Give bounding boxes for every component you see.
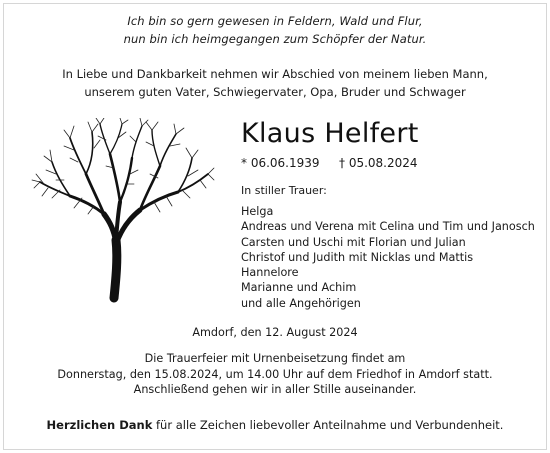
poem-line-1: Ich bin so gern gewesen in Feldern, Wald und Flur, — [127, 14, 423, 28]
poem — [0, 12, 550, 48]
birth-date: * 06.06.1939 — [241, 156, 320, 170]
mourner-line: Helga — [241, 205, 274, 218]
intro-line-1: In Liebe und Dankbarkeit nehmen wir Abschied von meinem lieben Mann, — [62, 67, 488, 81]
deceased-name: Klaus Helfert — [241, 118, 419, 149]
mourners-list — [241, 204, 535, 311]
funeral-info — [0, 351, 550, 398]
intro-line-2: unserem guten Vater, Schwiegervater, Opa, Bruder und Schwager — [84, 85, 466, 99]
mourner-line: Carsten und Uschi mit Florian und Julian — [241, 235, 466, 249]
mourner-line: und alle Angehörigen — [241, 296, 361, 310]
thanks-rest: für alle Zeichen liebevoller Anteilnahme und Verbundenheit. — [152, 418, 504, 432]
funeral-line-3: Anschließend gehen wir in aller Stille auseinander. — [133, 383, 417, 396]
bare-tree-icon — [30, 118, 215, 303]
mourner-line: Marianne und Achim — [241, 281, 357, 295]
funeral-line-2: Donnerstag, den 15.08.2024, um 14.00 Uhr auf dem Friedhof in Amdorf statt. — [57, 367, 493, 381]
thanks-bold: Herzlichen Dank — [46, 418, 153, 432]
mourner-line: Christof und Judith mit Nicklas und Mattis — [241, 250, 474, 264]
mourning-label: In stiller Trauer: — [241, 184, 327, 197]
funeral-line-1: Die Trauerfeier mit Urnenbeisetzung findet am — [144, 352, 406, 365]
thanks-line — [0, 416, 550, 434]
place-and-date: Amdorf, den 12. August 2024 — [192, 326, 358, 339]
mourner-line: Andreas und Verena mit Celina und Tim und Janosch — [241, 220, 535, 234]
intro-text — [0, 65, 550, 101]
mourner-line: Hannelore — [241, 266, 299, 280]
poem-line-2: nun bin ich heimgegangen zum Schöpfer der Natur. — [123, 32, 427, 46]
death-date: † 05.08.2024 — [339, 156, 418, 170]
